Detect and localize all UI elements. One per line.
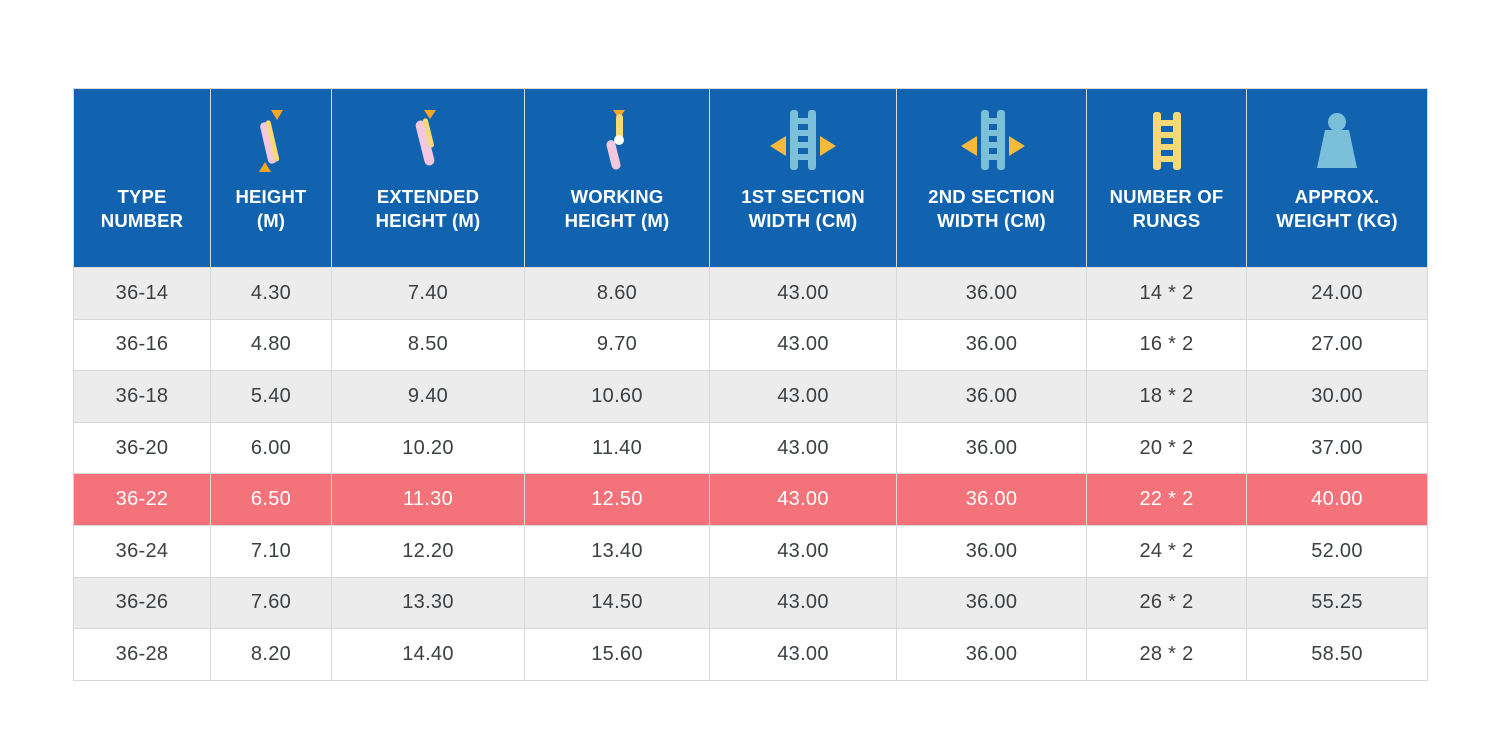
- cell-working-height: 11.40: [525, 422, 710, 474]
- cell-type-number: 36-24: [74, 525, 211, 577]
- table-row: [74, 525, 1428, 577]
- cell-number-of-rungs: 24 * 2: [1087, 525, 1247, 577]
- cell-height: 7.60: [211, 577, 332, 629]
- column-header-label: EXTENDED HEIGHT (M): [375, 186, 481, 231]
- cell-working-height: 15.60: [525, 629, 710, 681]
- cell-number-of-rungs: 22 * 2: [1087, 474, 1247, 526]
- ladder-working-height-icon: [591, 103, 643, 181]
- column-header-label: 2ND SECTION WIDTH (CM): [928, 186, 1055, 231]
- ladder-height-icon: [245, 103, 297, 181]
- cell-second-section-width: 36.00: [897, 629, 1087, 681]
- column-header-first-section-width: [710, 89, 897, 268]
- cell-height: 4.30: [211, 268, 332, 320]
- cell-height: 8.20: [211, 629, 332, 681]
- cell-working-height: 13.40: [525, 525, 710, 577]
- cell-approx-weight: 58.50: [1247, 629, 1428, 681]
- column-header-type-number: [74, 89, 211, 268]
- cell-second-section-width: 36.00: [897, 525, 1087, 577]
- cell-height: 7.10: [211, 525, 332, 577]
- cell-second-section-width: 36.00: [897, 422, 1087, 474]
- column-header-extended-height: [332, 89, 525, 268]
- table-row: [74, 268, 1428, 320]
- cell-height: 6.50: [211, 474, 332, 526]
- cell-working-height: 8.60: [525, 268, 710, 320]
- cell-type-number: 36-26: [74, 577, 211, 629]
- column-header-label: 1ST SECTION WIDTH (CM): [741, 186, 865, 231]
- cell-number-of-rungs: 26 * 2: [1087, 577, 1247, 629]
- cell-first-section-width: 43.00: [710, 422, 897, 474]
- cell-first-section-width: 43.00: [710, 268, 897, 320]
- cell-type-number: 36-16: [74, 319, 211, 371]
- table-header: [74, 89, 1428, 268]
- cell-height: 6.00: [211, 422, 332, 474]
- table-header-row: [74, 89, 1428, 268]
- column-header-label: TYPE NUMBER: [100, 186, 184, 231]
- cell-first-section-width: 43.00: [710, 371, 897, 423]
- cell-extended-height: 14.40: [332, 629, 525, 681]
- cell-extended-height: 12.20: [332, 525, 525, 577]
- column-header-working-height: [525, 89, 710, 268]
- cell-height: 5.40: [211, 371, 332, 423]
- cell-approx-weight: 52.00: [1247, 525, 1428, 577]
- cell-type-number: 36-14: [74, 268, 211, 320]
- table-body: [74, 268, 1428, 681]
- cell-type-number: 36-20: [74, 422, 211, 474]
- cell-extended-height: 7.40: [332, 268, 525, 320]
- cell-working-height: 14.50: [525, 577, 710, 629]
- column-header-label: HEIGHT (M): [235, 186, 307, 231]
- cell-number-of-rungs: 18 * 2: [1087, 371, 1247, 423]
- cell-second-section-width: 36.00: [897, 474, 1087, 526]
- cell-first-section-width: 43.00: [710, 474, 897, 526]
- spec-table-container: [73, 88, 1427, 681]
- cell-number-of-rungs: 14 * 2: [1087, 268, 1247, 320]
- cell-type-number: 36-22: [74, 474, 211, 526]
- table-row-highlighted: [74, 474, 1428, 526]
- cell-working-height: 9.70: [525, 319, 710, 371]
- cell-second-section-width: 36.00: [897, 371, 1087, 423]
- cell-approx-weight: 27.00: [1247, 319, 1428, 371]
- cell-first-section-width: 43.00: [710, 577, 897, 629]
- column-header-label: APPROX. WEIGHT (KG): [1276, 186, 1398, 231]
- column-header-second-section-width: [897, 89, 1087, 268]
- cell-type-number: 36-18: [74, 371, 211, 423]
- ladder-width-icon: [951, 103, 1033, 181]
- ladder-rungs-icon: [1141, 103, 1193, 181]
- column-header-label: WORKING HEIGHT (M): [564, 186, 670, 231]
- table-row: [74, 319, 1428, 371]
- table-row: [74, 629, 1428, 681]
- cell-approx-weight: 55.25: [1247, 577, 1428, 629]
- column-header-label: NUMBER OF RUNGS: [1109, 186, 1224, 231]
- cell-extended-height: 10.20: [332, 422, 525, 474]
- table-row: [74, 422, 1428, 474]
- cell-extended-height: 8.50: [332, 319, 525, 371]
- weight-icon: [1305, 103, 1369, 181]
- cell-extended-height: 13.30: [332, 577, 525, 629]
- cell-number-of-rungs: 28 * 2: [1087, 629, 1247, 681]
- cell-height: 4.80: [211, 319, 332, 371]
- cell-first-section-width: 43.00: [710, 525, 897, 577]
- column-header-height: [211, 89, 332, 268]
- cell-second-section-width: 36.00: [897, 319, 1087, 371]
- cell-first-section-width: 43.00: [710, 629, 897, 681]
- cell-number-of-rungs: 16 * 2: [1087, 319, 1247, 371]
- ladder-extended-height-icon: [402, 103, 454, 181]
- cell-working-height: 10.60: [525, 371, 710, 423]
- cell-working-height: 12.50: [525, 474, 710, 526]
- cell-number-of-rungs: 20 * 2: [1087, 422, 1247, 474]
- ladder-specification-table: [73, 88, 1428, 681]
- column-header-approx-weight: [1247, 89, 1428, 268]
- cell-extended-height: 9.40: [332, 371, 525, 423]
- cell-first-section-width: 43.00: [710, 319, 897, 371]
- cell-approx-weight: 37.00: [1247, 422, 1428, 474]
- cell-approx-weight: 30.00: [1247, 371, 1428, 423]
- ladder-width-icon: [762, 103, 844, 181]
- column-header-number-of-rungs: [1087, 89, 1247, 268]
- cell-second-section-width: 36.00: [897, 268, 1087, 320]
- table-row: [74, 371, 1428, 423]
- table-row: [74, 577, 1428, 629]
- cell-approx-weight: 40.00: [1247, 474, 1428, 526]
- cell-type-number: 36-28: [74, 629, 211, 681]
- cell-second-section-width: 36.00: [897, 577, 1087, 629]
- cell-extended-height: 11.30: [332, 474, 525, 526]
- cell-approx-weight: 24.00: [1247, 268, 1428, 320]
